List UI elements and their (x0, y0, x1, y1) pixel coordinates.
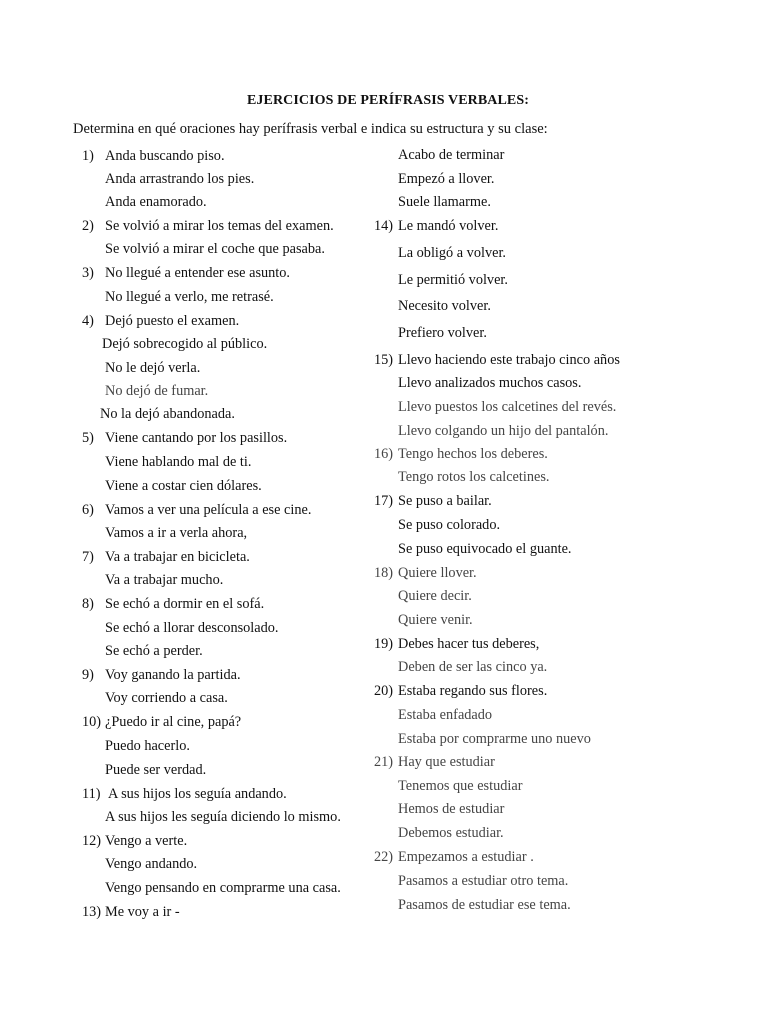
sentence-text: Vamos a ver una película a ese cine. (105, 502, 312, 518)
sentence-text: Debes hacer tus deberes, (398, 636, 540, 652)
exercise-number: 9) (82, 667, 94, 683)
sentence-text: Se volvió a mirar el coche que pasaba. (105, 241, 325, 257)
sentence-text: Pasamos a estudiar otro tema. (398, 873, 569, 889)
sentence-text: Voy corriendo a casa. (105, 690, 228, 706)
exercise-number: 20) (374, 683, 394, 699)
sentence-text: No la dejó abandonada. (100, 406, 235, 422)
sentence-text: Va a trabajar en bicicleta. (105, 549, 250, 565)
exercise-number: 15) (374, 352, 394, 368)
sentence-text: Quiere decir. (398, 588, 472, 604)
sentence-text: La obligó a volver. (398, 245, 506, 261)
exercise-number: 2) (82, 218, 94, 234)
sentence-text: Le mandó volver. (398, 218, 499, 234)
sentence-text: Se volvió a mirar los temas del examen. (105, 218, 334, 234)
sentence-text: Vengo andando. (105, 856, 198, 872)
sentence-text: Llevo analizados muchos casos. (398, 375, 582, 391)
sentence-text: Tenemos que estudiar (398, 778, 523, 794)
exercise-number: 8) (82, 596, 94, 612)
sentence-text: Va a trabajar mucho. (105, 572, 224, 588)
sentence-text: A sus hijos los seguía andando. (108, 786, 287, 802)
sentence-text: Le permitió volver. (398, 272, 508, 288)
exercise-number: 14) (374, 218, 394, 234)
sentence-text: Viene a costar cien dólares. (105, 478, 262, 494)
sentence-text: No llegué a verlo, me retrasé. (105, 289, 274, 305)
exercise-number: 12) (82, 833, 102, 849)
sentence-text: Vengo a verte. (105, 833, 188, 849)
sentence-text: Hemos de estudiar (398, 801, 505, 817)
sentence-text: Viene cantando por los pasillos. (105, 430, 288, 446)
exercise-number: 13) (82, 904, 102, 920)
sentence-text: Quiere llover. (398, 565, 477, 581)
sentence-text: Tengo hechos los deberes. (398, 446, 548, 462)
exercise-number: 3) (82, 265, 94, 281)
exercise-number: 10) (82, 714, 102, 730)
sentence-text: Hay que estudiar (398, 754, 495, 770)
exercise-number: 16) (374, 446, 394, 462)
sentence-text: Llevo haciendo este trabajo cinco años (398, 352, 620, 368)
sentence-text: Dejó sobrecogido al público. (102, 336, 268, 352)
exercise-number: 7) (82, 549, 94, 565)
sentence-text: Acabo de terminar (398, 147, 505, 163)
sentence-text: Necesito volver. (398, 298, 491, 314)
sentence-text: Anda buscando piso. (105, 148, 225, 164)
sentence-text: Tengo rotos los calcetines. (398, 469, 550, 485)
sentence-text: Puedo hacerlo. (105, 738, 190, 754)
sentence-text: Viene hablando mal de ti. (105, 454, 252, 470)
exercise-number: 6) (82, 502, 94, 518)
exercise-number: 1) (82, 148, 94, 164)
sentence-text: A sus hijos les seguía diciendo lo mismo. (105, 809, 341, 825)
sentence-text: ¿Puedo ir al cine, papá? (105, 714, 242, 730)
exercise-number: 19) (374, 636, 394, 652)
sentence-text: Voy ganando la partida. (105, 667, 241, 683)
sentence-text: Llevo colgando un hijo del pantalón. (398, 423, 609, 439)
sentence-text: Vamos a ir a verla ahora, (105, 525, 248, 541)
sentence-text: Me voy a ir - (105, 904, 180, 920)
sentence-text: Estaba enfadado (398, 707, 493, 723)
sentence-text: Llevo puestos los calcetines del revés. (398, 399, 617, 415)
sentence-text: Se echó a llorar desconsolado. (105, 620, 279, 636)
exercise-number: 4) (82, 313, 94, 329)
exercise-number: 17) (374, 493, 394, 509)
sentence-text: Empezó a llover. (398, 171, 495, 187)
sentence-text: Dejó puesto el examen. (105, 313, 240, 329)
sentence-text: Se echó a perder. (105, 643, 203, 659)
instructions: Determina en qué oraciones hay perífrasis verbal e indica su estructura y su clase: (73, 121, 548, 137)
exercise-number: 22) (374, 849, 394, 865)
document-title: EJERCICIOS DE PERÍFRASIS VERBALES: (246, 93, 530, 108)
sentence-text: Se puso a bailar. (398, 493, 492, 509)
exercise-number: 18) (374, 565, 394, 581)
sentence-text: Debemos estudiar. (398, 825, 504, 841)
sentence-text: Puede ser verdad. (105, 762, 207, 778)
sentence-text: Quiere venir. (398, 612, 473, 628)
sentence-text: Anda enamorado. (105, 194, 207, 210)
sentence-text: Deben de ser las cinco ya. (398, 659, 548, 675)
sentence-text: No llegué a entender ese asunto. (105, 265, 290, 281)
exercise-number: 5) (82, 430, 94, 446)
sentence-text: No dejó de fumar. (105, 383, 209, 399)
sentence-text: Se puso colorado. (398, 517, 501, 533)
sentence-text: Vengo pensando en comprarme una casa. (105, 880, 341, 896)
sentence-text: Se echó a dormir en el sofá. (105, 596, 265, 612)
exercise-number: 21) (374, 754, 394, 770)
sentence-text: Estaba por comprarme uno nuevo (398, 731, 591, 747)
sentence-text: No le dejó verla. (105, 360, 201, 376)
exercise-number: 11) (82, 786, 101, 802)
sentence-text: Anda arrastrando los pies. (105, 171, 255, 187)
sentence-text: Se puso equivocado el guante. (398, 541, 572, 557)
sentence-text: Pasamos de estudiar ese tema. (398, 897, 571, 913)
sentence-text: Empezamos a estudiar . (398, 849, 534, 865)
sentence-text: Prefiero volver. (398, 325, 487, 341)
sentence-text: Suele llamarme. (398, 194, 491, 210)
sentence-text: Estaba regando sus flores. (398, 683, 548, 699)
